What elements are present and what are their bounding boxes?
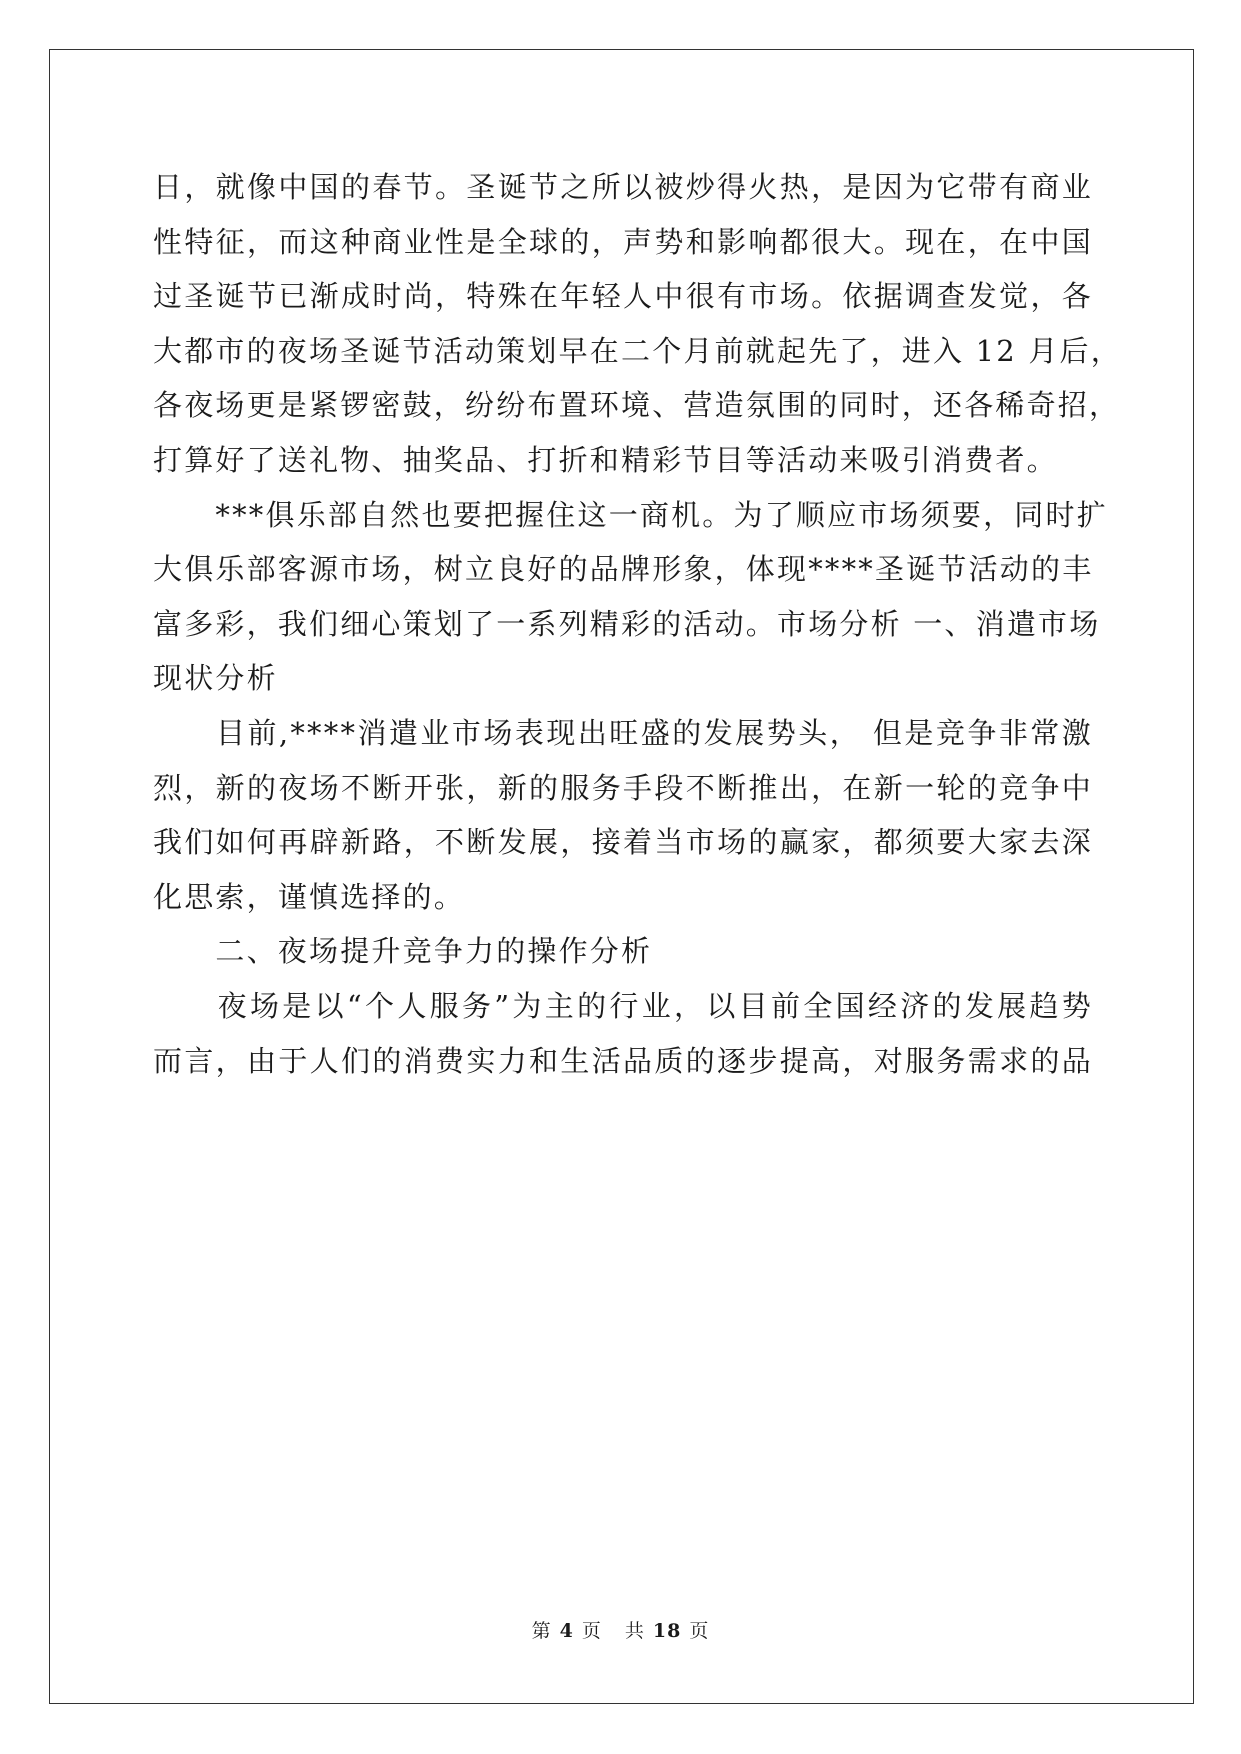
page-prefix: 第 <box>531 1620 552 1642</box>
page-footer <box>0 1616 1241 1643</box>
text-line: 烈，新的夜场不断开张，新的服务手段不断推出，在新一轮的竞争中 <box>153 770 1093 805</box>
text-line: 我们如何再辟新路，不断发展，接着当市场的赢家，都须要大家去深 <box>153 825 1093 860</box>
text-line: 现状分析 <box>153 661 278 696</box>
paragraph-3 <box>153 706 1093 924</box>
paragraph-2 <box>153 488 1108 706</box>
text-line: 大都市的夜场圣诞节活动策划早在二个月前就起先了，进入 12 月后， <box>153 333 1122 368</box>
text-line: 大俱乐部客源市场，树立良好的品牌形象，体现****圣诞节活动的丰 <box>153 552 1094 587</box>
total-prefix: 共 <box>624 1620 645 1642</box>
text-line: 富多彩，我们细心策划了一系列精彩的活动。市场分析 一、消遣市场 <box>153 606 1101 641</box>
total-pages <box>621 1620 713 1642</box>
section-heading <box>153 924 1093 979</box>
text-line: 二、夜场提升竞争力的操作分析 <box>153 934 653 969</box>
text-line: 化思索，谨慎选择的。 <box>153 879 466 914</box>
text-line: 过圣诞节已渐成时尚，特殊在年轻人中很有市场。依据调查发觉，各 <box>153 279 1093 314</box>
text-line: ***俱乐部自然也要把握住这一商机。为了顺应市场须要，同时扩 <box>153 497 1108 532</box>
document-body <box>153 160 1122 1088</box>
paragraph-5 <box>153 979 1093 1088</box>
text-line: 各夜场更是紧锣密鼓，纷纷布置环境、营造氛围的同时，还各稀奇招， <box>153 388 1121 423</box>
total-count: 18 <box>652 1620 682 1642</box>
text-line: 日，就像中国的春节。圣诞节之所以被炒得火热，是因为它带有商业 <box>153 170 1093 204</box>
text-line: 夜场是以“个人服务”为主的行业，以目前全国经济的发展趋势 <box>153 988 1093 1023</box>
text-line: 打算好了送礼物、抽奖品、打折和精彩节目等活动来吸引消费者。 <box>153 442 1058 477</box>
current-page: 4 <box>559 1620 574 1642</box>
total-suffix: 页 <box>689 1620 710 1642</box>
text-line: 性特征，而这种商业性是全球的，声势和影响都很大。现在，在中国 <box>153 224 1093 259</box>
page-suffix: 页 <box>581 1620 602 1642</box>
text-line: 目前,****消遣业市场表现出旺盛的发展势头， 但是竞争非常激 <box>153 715 1093 750</box>
page-number <box>528 1620 606 1642</box>
text-line: 而言，由于人们的消费实力和生活品质的逐步提高，对服务需求的品 <box>153 1043 1093 1078</box>
paragraph-1 <box>153 160 1122 488</box>
